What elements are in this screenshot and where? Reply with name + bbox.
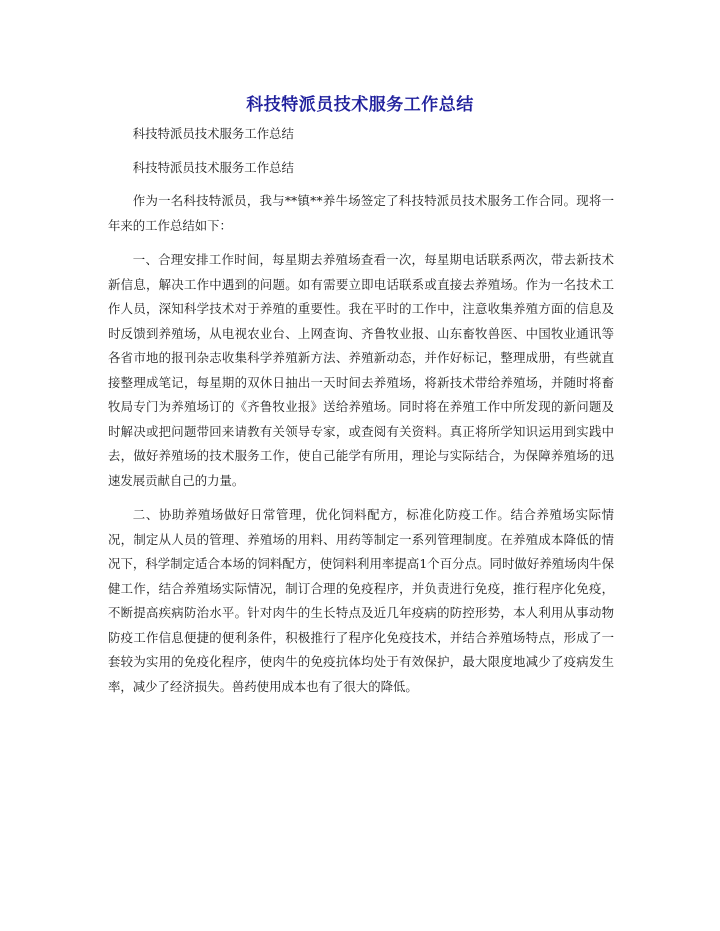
section-one-paragraph: 一、合理安排工作时间，每星期去养殖场查看一次，每星期电话联系两次，带去新技术新信息，解决工作中遇到的问题。如有需要立即电话联系或直接去养殖场。作为一名技术工作人员，深知科学技术对于养殖的重要性。我在平时的工作中，注意收集养殖方面的信息及时反馈到养殖场，从电视农业台、上网查询、齐鲁牧业报、山东畜牧兽医、中国牧业通讯等各省市地的报刊杂志收集科学养殖新方法、养殖新动态，并作好标记，整理成册，有些就直接整理成笔记，每星期的双休日抽出一天时间去养殖场，将新技术带给养殖场，并随时将畜牧局专门为养殖场订的《齐鲁牧业报》送给养殖场。同时将在养殖工作中所发现的新问题及时解决或把问题带回来请教有关领导专家，或查阅有关资料。真正将所学知识运用到实践中去，做好养殖场的技术服务工作，使自己能学有所用，理论与实际结合，为保障养殖场的迅速发展贡献自己的力量。 [108,252,614,488]
document-body [108,122,614,699]
subtitle-line-1: 科技特派员技术服务工作总结 [132,126,294,141]
intro-paragraph: 作为一名科技特派员，我与**镇**养牛场签定了科技特派员技术服务工作合同。现将一年来的工作总结如下： [108,193,614,233]
section-two-paragraph: 二、协助养殖场做好日常管理，优化饲料配方，标准化防疫工作。结合养殖场实际情况，制定从人员的管理、养殖场的用料、用药等制定一系列管理制度。在养殖成本降低的情况下，科学制定适合本场的饲料配方，使饲料利用率提高1个百分点。同时做好养殖场肉牛保健工作，结合养殖场实际情况，制订合理的免疫程序，并负责进行免疫，推行程序化免疫，不断提高疾病防治水平。针对肉牛的生长特点及近几年疫病的防控形势，本人利用从事动物防疫工作信息便捷的便利条件，积极推行了程序化免疫技术，并结合养殖场特点，形成了一套较为实用的免疫化程序，使肉牛的免疫抗体均处于有效保护，最大限度地减少了疫病发生率，减少了经济损失。兽药使用成本也有了很大的降低。 [108,507,614,694]
document-title: 科技特派员技术服务工作总结 [246,95,474,115]
subtitle-line-2: 科技特派员技术服务工作总结 [132,159,294,175]
